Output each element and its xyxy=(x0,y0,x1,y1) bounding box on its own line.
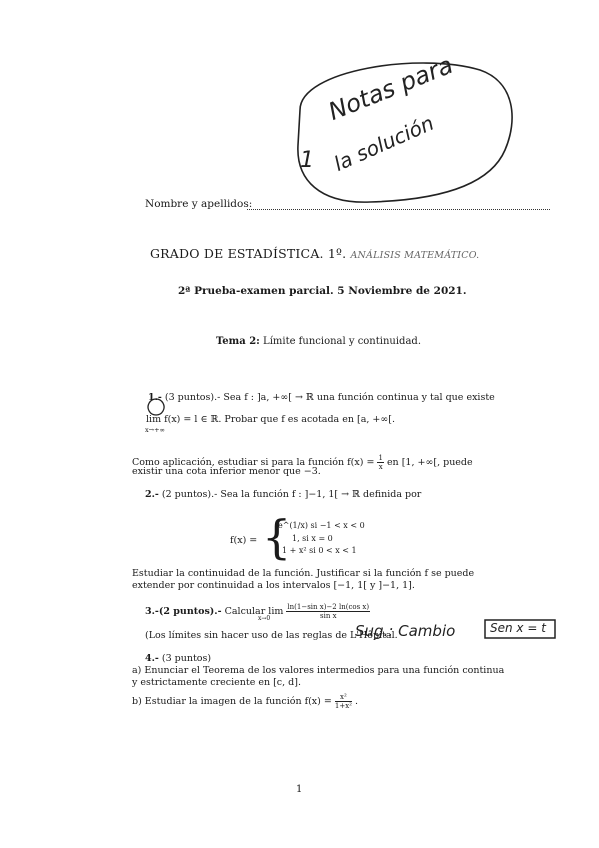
exam-title: 2ª Prueba-examen parcial. 5 Noviembre de 2021. xyxy=(178,285,467,297)
problem-1-points: (3 puntos).- xyxy=(164,392,221,403)
course-name: GRADO DE ESTADÍSTICA. 1º. xyxy=(150,246,347,261)
problem-1-limit-text: lim f(x) = l ∈ ℝ. Probar que f es acotada en [a, +∞[. xyxy=(146,414,396,425)
problem-3-frac-num: ln(1−sin x)−2 ln(cos x) xyxy=(287,603,370,611)
problem-1-app-rest: en [1, +∞[, puede xyxy=(386,457,473,468)
problem-2-brace: { xyxy=(262,510,292,564)
problem-3-fraction xyxy=(286,603,370,620)
page-number: 1 xyxy=(296,784,303,795)
problem-4-frac-den: 1+x² xyxy=(334,702,352,710)
problem-3-note: (Los límites sin hacer uso de las reglas de L'Hôpital. xyxy=(145,630,398,641)
problem-1-text: Sea f : ]a, +∞[ → ℝ una función continua y tal que existe xyxy=(223,392,495,403)
problem-2-case3: 1 + x² si 0 < x < 1 xyxy=(282,546,357,555)
problem-4-b-text: b) Estudiar la imagen de la función f(x) = xyxy=(132,696,332,707)
problem-3-frac-den: sin x xyxy=(320,612,337,620)
problem-1-line1 xyxy=(148,392,495,404)
subject-name: ANÁLISIS MATEMÁTICO. xyxy=(350,250,480,261)
problem-2-label: 2.- xyxy=(145,489,159,500)
problem-3-calc: Calcular xyxy=(224,606,266,617)
problem-1-frac-num: 1 xyxy=(378,454,383,462)
problem-3-hint: Sug.: Cambio xyxy=(355,622,456,640)
problem-1-label: 1.- xyxy=(148,392,162,403)
problem-2-text: (2 puntos).- Sea la función f : ]−1, 1[ → ℝ definida por xyxy=(161,489,422,500)
topic-label: Tema 2: xyxy=(216,336,260,347)
problem-1-frac-den: x xyxy=(378,463,383,471)
problem-3-label: 3.-(2 puntos).- xyxy=(145,606,222,617)
problem-2-study: Estudiar la continuidad de la función. Justificar si la función f se puede xyxy=(132,568,475,579)
problem-2-case2: 1, si x = 0 xyxy=(292,534,333,543)
topic-line xyxy=(216,336,421,347)
name-label: Nombre y apellidos: xyxy=(145,198,253,210)
topic-text: Límite funcional y continuidad. xyxy=(263,336,421,347)
problem-4-b xyxy=(132,693,358,710)
annotation-number: 1 xyxy=(300,148,314,173)
name-dotted-line xyxy=(247,209,550,210)
problem-1-fraction xyxy=(377,454,383,471)
problem-2-line1 xyxy=(145,489,421,501)
problem-1-application2: existir una cota inferior menor que −3. xyxy=(132,466,321,477)
problem-4-a: a) Enunciar el Teorema de los valores intermedios para una función continua xyxy=(132,665,505,676)
problem-2-fx: f(x) = xyxy=(230,535,258,546)
problem-4-fraction xyxy=(335,693,352,710)
annotation-line2: la solución xyxy=(330,110,438,176)
annotation-line1: Notas para xyxy=(324,50,457,127)
problem-1-limit-sub: x→+∞ xyxy=(145,426,165,434)
problem-2-study2: extender por continuidad a los intervalos [−1, 1[ y ]−1, 1]. xyxy=(132,580,415,591)
course-title xyxy=(150,246,479,261)
problem-4-b-end: . xyxy=(355,696,359,707)
problem-2-case1: e^(1/x) si −1 < x < 0 xyxy=(278,521,365,530)
problem-3-lim: lim xyxy=(268,606,284,617)
problem-3-hint-box: Sen x = t xyxy=(490,621,546,635)
problem-1-app-text: Como aplicación, estudiar si para la función f(x) = xyxy=(132,457,378,468)
problem-4-points: (3 puntos) xyxy=(161,653,212,664)
problem-4-a2: y estrictamente creciente en [c, d]. xyxy=(132,677,301,688)
problem-4-frac-num: x² xyxy=(335,693,352,702)
problem-1-limit xyxy=(146,414,395,426)
problem-4-line1 xyxy=(145,653,211,665)
problem-4-label: 4.- xyxy=(145,653,159,664)
problem-3-lim-sub: x→0 xyxy=(258,615,271,622)
